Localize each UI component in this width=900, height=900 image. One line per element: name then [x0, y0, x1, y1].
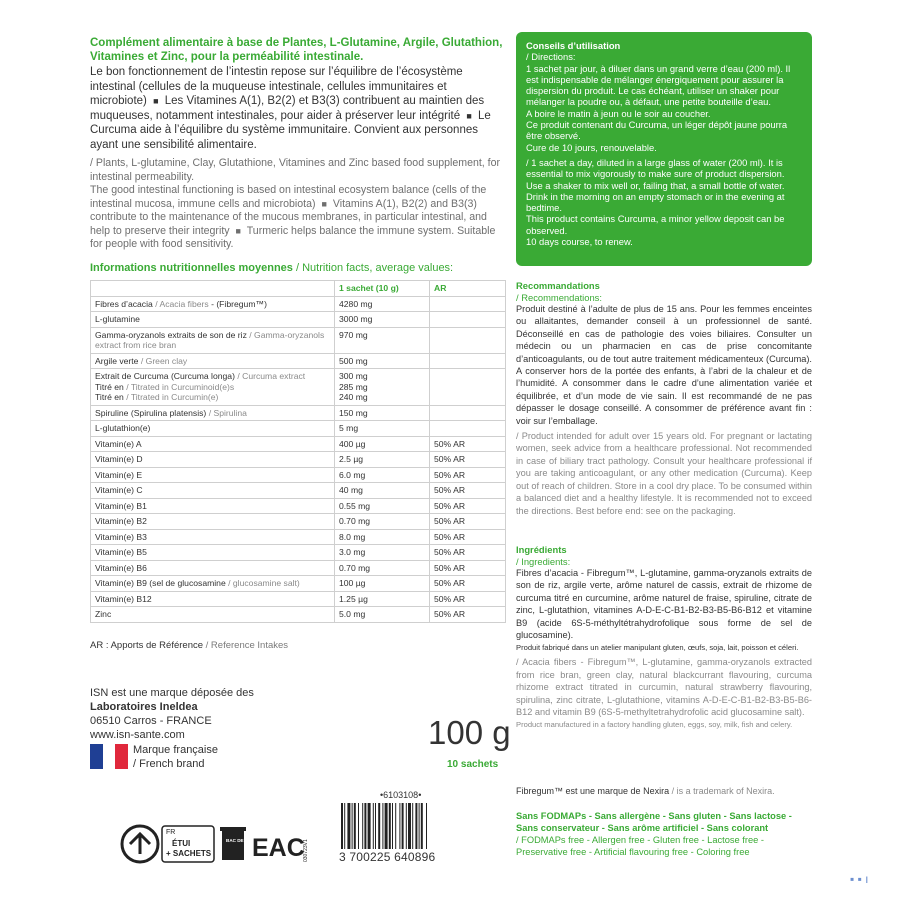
- ar-value: 50% AR: [434, 516, 466, 526]
- nutrient-name: [91, 421, 335, 437]
- dose-value: 500 mg: [339, 355, 368, 366]
- nutrient-name: [91, 529, 335, 545]
- usage-fr2: A boire le matin à jeun ou le soir au coucher.: [526, 107, 711, 119]
- intro-fr-p3: Le Curcuma aide à l’équilibre du système immunitaire. Convient aux personnes ayant une sensibilité alimentaire.: [90, 109, 491, 151]
- barcode-bar: [408, 803, 411, 849]
- barcode-bar: [402, 803, 404, 849]
- nutrient-dose: [335, 576, 430, 592]
- ar-note: [90, 640, 288, 651]
- table-header-dose: 1 sachet (10 g): [335, 281, 430, 297]
- ar-note-fr: AR : Apports de Référence: [90, 640, 204, 651]
- ar-value: 50% AR: [434, 485, 466, 495]
- barcode-bar: [341, 803, 343, 849]
- table-row: [91, 498, 506, 514]
- nutrient-en: / Curcuma extract: [237, 371, 306, 381]
- nutrient-fr: Vitamin(e) B1: [95, 500, 147, 511]
- nutrient-fr: Vitamin(e) B12: [95, 593, 152, 604]
- nutrient-fr: Vitamin(e) B2: [95, 516, 147, 526]
- nutrient-fr: Vitamin(e) B6: [95, 562, 147, 573]
- barcode-bar: [364, 803, 366, 849]
- nutrient-name: [91, 483, 335, 499]
- nutrient-dose: [335, 327, 430, 353]
- nutrient-fr: Extrait de Curcuma (Curcuma longa): [95, 371, 235, 381]
- eco-fr-label: FR: [166, 829, 176, 836]
- intro-fr: [90, 65, 505, 152]
- usage-fr4: Cure de 10 jours, renouvelable.: [526, 141, 657, 153]
- nutrient-ar: [430, 514, 506, 530]
- nutrient-fr: Vitamin(e) E: [95, 469, 143, 480]
- nutrient-name: [91, 405, 335, 421]
- nutrient-fr: Vitamin(e) B9 (sel de glucosamine: [95, 578, 226, 588]
- table-row: [91, 607, 506, 623]
- freefrom-fr2: Sans conservateur - Sans arôme artificiel - Sans colorant: [516, 823, 769, 833]
- barcode-bar: [419, 803, 420, 849]
- barcode-bar: [382, 803, 383, 849]
- nutrient-fr: Spiruline (Spirulina platensis): [95, 407, 207, 418]
- nutrient-dose: [335, 467, 430, 483]
- nutrient-name: [91, 369, 335, 406]
- ar-value: 50% AR: [434, 578, 466, 588]
- nutrient-dose: [335, 421, 430, 437]
- dose-value: 0.70 mg: [339, 516, 371, 526]
- nutrient-dose: [335, 591, 430, 607]
- barcode-bar: [378, 803, 380, 849]
- nutrient-dose: [335, 312, 430, 328]
- nutrient-fr: Zinc: [95, 609, 112, 619]
- nutrient-dose: [335, 436, 430, 452]
- usage-en1: / 1 sachet a day, diluted in a large glass of water (200 ml). It is essential to mix vigorously to make sure of product dispersion. Use a shaker to mix well or, failing that, a small bottle of water. Drink in the morning on an empty stomach or in the evening at bedtime.: [526, 156, 785, 214]
- nutrient-name: [91, 436, 335, 452]
- dose-value: 2.5 µg: [339, 454, 364, 464]
- dose-value: 6.0 mg: [339, 469, 366, 480]
- barcode-bar: [389, 803, 391, 849]
- intro-fr-p1: Le bon fonctionnement de l’intestin repose sur l’équilibre de l’écosystème intestinal (cellules de la muqueuse intestinale, cellules immunitaires et microbiote): [90, 66, 463, 107]
- ar-value: 50% AR: [434, 547, 466, 557]
- nutrient-ar: [430, 545, 506, 561]
- dose-value: 300 mg: [339, 371, 368, 381]
- product-headline: Complément alimentaire à base de Plantes, L-Glutamine, Argile, Glutathion, Vitamines et Zinc, pour la perméabilité intestinale.: [90, 37, 503, 63]
- dose-value: 3000 mg: [339, 314, 373, 324]
- nutrient-name: [91, 467, 335, 483]
- nutrient-dose: [335, 405, 430, 421]
- brand-address: 06510 Carros - FRANCE: [90, 715, 212, 727]
- table-row: [91, 421, 506, 437]
- nutrient-ar: [430, 369, 506, 406]
- eco-bin-label: BAC DE TRI: [226, 838, 253, 843]
- barcode-bar: [395, 803, 396, 849]
- free-from-block: [516, 810, 812, 858]
- nutrient-name: [91, 514, 335, 530]
- nutrient-dose: [335, 483, 430, 499]
- barcode-icon: [340, 803, 458, 849]
- flag-white: [103, 744, 116, 769]
- freefrom-fr1: Sans FODMAPs - Sans allergène - Sans gluten - Sans lactose -: [516, 811, 792, 821]
- dose-value: 5.0 mg: [339, 609, 366, 619]
- nutrient-dose: [335, 452, 430, 468]
- nutrient-fr2: Titré en: [95, 381, 124, 392]
- usage-fr3: Ce produit contenant du Curcuma, un léger dépôt jaune pourra être observé.: [526, 119, 788, 142]
- flag-blue: [90, 744, 103, 769]
- barcode-bar: [347, 803, 350, 849]
- fibregum-note: [516, 786, 812, 796]
- nutrient-fr: Vitamin(e) B5: [95, 547, 147, 557]
- fibregum-fr: Fibregum™ est une marque de Nexira: [516, 786, 670, 796]
- table-row: [91, 560, 506, 576]
- french-brand-en: / French brand: [133, 757, 205, 770]
- nutrient-en: / glucosamine salt): [228, 578, 300, 588]
- nutrient-ar: [430, 591, 506, 607]
- nutrient-fr3: Titré en: [95, 392, 124, 402]
- nutrient-dose: [335, 529, 430, 545]
- bullet-icon: ■: [466, 110, 472, 121]
- nutrient-en: / Gamma-oryzanols extract from rice bran: [95, 329, 325, 350]
- dose-value: 40 mg: [339, 485, 363, 495]
- nutrient-ar: [430, 498, 506, 514]
- reco-fr: Produit destiné à l’adulte de plus de 15 ans. Pour les femmes enceintes ou allaitantes, demander conseil à un professionnel de santé. Déconseillé en cas de pathologie des voies biliaires. Consulter un médecin ou un pharmacien en cas de prise concomitante d’anticoagulants, ou de tout autre traitement médicamenteux (Curcuma). A conserver hors de la portée des enfants, à l’abri de la chaleur et de l’humidité. A consommer dans le cadre d’une alimentation variée et équilibrée, et d’un mode de vie sain. Il est recommandé de ne pas dépasser le dosage conseillé. A consommer de préférence avant fin : voir sur l’emballage.: [516, 304, 812, 426]
- nutrient-fr: Gamma-oryzanols extraits de son de riz: [95, 329, 247, 340]
- nutrient-ar: [430, 312, 506, 328]
- nutrient-dose: [335, 607, 430, 623]
- table-header-ar: AR: [430, 281, 506, 297]
- nutrient-name: [91, 560, 335, 576]
- ar-value: 50% AR: [434, 500, 466, 511]
- nutrient-ar: [430, 353, 506, 369]
- french-brand-label: [133, 744, 218, 771]
- barcode-bar: [362, 803, 363, 849]
- table-row: [91, 576, 506, 592]
- dose-value: 970 mg: [339, 329, 368, 340]
- nutrient-fr: Fibres d’acacia: [95, 298, 153, 309]
- dose-value2: 285 mg: [339, 381, 368, 392]
- nutrient-dose: [335, 498, 430, 514]
- intro-en-p3: Turmeric helps balance the immune system. Suitable for people with food sensitivity.: [90, 224, 496, 250]
- table-row: [91, 545, 506, 561]
- ar-note-en: / Reference Intakes: [205, 640, 289, 651]
- nutrient-en3: / Titrated in Curcumin(e): [126, 392, 219, 402]
- barcode-bar: [358, 803, 359, 849]
- bullet-icon: ■: [235, 225, 241, 236]
- nutrient-dose: [335, 545, 430, 561]
- nutrient-en2: / Titrated in Curcuminoid(e)s: [126, 381, 235, 392]
- table-row: [91, 514, 506, 530]
- nutrient-en: / Spirulina: [208, 407, 247, 418]
- nutrient-dose: [335, 369, 430, 406]
- nutrient-fr: Vitamin(e) A: [95, 438, 142, 449]
- nutrient-ar: [430, 421, 506, 437]
- nutrition-title-en: / Nutrition facts, average values:: [295, 262, 454, 274]
- brand-website[interactable]: www.isn-sante.com: [90, 729, 185, 741]
- reco-subtitle: / Recommendations:: [516, 291, 602, 303]
- ingredients-fr: Fibres d’acacia - Fibregum™, L-glutamine, gamma-oryzanols extraits de son de riz, argile verte, arôme naturel de cassis, extrait de rhizome de curcuma titré en curcumine, arôme naturel de fraise, spiruline, citrate de zinc, L-glutathion, vitamines A-D-E-C-B1-B2-B3-B5-B6-B12 et vitamine B9 (acide 6S-5-méthyltétrahydrofolique sous forme de sel de glucosamine).: [516, 568, 812, 641]
- sachet-count: 10 sachets: [447, 759, 499, 770]
- nutrient-name: [91, 312, 335, 328]
- nutrient-dose: [335, 296, 430, 312]
- nutrient-ar: [430, 436, 506, 452]
- intro-en-head: / Plants, L-glutamine, Clay, Glutathione, Vitamines and Zinc based food supplement, for intestinal permeability.: [90, 157, 501, 183]
- table-row: [91, 405, 506, 421]
- dose-value: 150 mg: [339, 407, 368, 418]
- dose-value3: 240 mg: [339, 392, 368, 402]
- reco-title: Recommandations: [516, 280, 600, 291]
- nutrient-ar: [430, 327, 506, 353]
- ar-value: 50% AR: [434, 562, 466, 573]
- eco-line1: ÉTUI: [172, 839, 191, 848]
- dose-value: 100 µg: [339, 578, 366, 588]
- barcode-bar: [352, 803, 353, 849]
- usage-fr1: 1 sachet par jour, à diluer dans un grand verre d’eau (200 ml). Il est indispensable de mélanger énergiquement pour assurer la dispersion du produit. Le cas échéant, utiliser un shaker pour mélanger la poudre ou, à défaut, une petite bouteille d’eau.: [526, 62, 791, 108]
- barcode-bar: [368, 803, 371, 849]
- nutrient-ar: [430, 529, 506, 545]
- recommendations-block: [516, 280, 812, 517]
- table-row: [91, 327, 506, 353]
- allergen-fr: Produit fabriqué dans un atelier manipulant gluten, œufs, soja, lait, poisson et céleri.: [516, 643, 799, 653]
- table-row: [91, 353, 506, 369]
- nutrient-fr: Vitamin(e) C: [95, 485, 143, 495]
- intro-fr-p2: Les Vitamines A(1), B2(2) et B3(3) contribuent au maintien des muqueuses, notamment intestinales, pour aider à préserver leur intégrité: [90, 95, 485, 122]
- nutrient-name: [91, 545, 335, 561]
- eac-mark-icon: EAC: [252, 834, 305, 862]
- ar-value: 50% AR: [434, 469, 466, 480]
- nutrient-ar: [430, 405, 506, 421]
- table-row: [91, 369, 506, 406]
- ar-value: 50% AR: [434, 609, 466, 619]
- nutrient-en: / Acacia fibers: [155, 298, 209, 309]
- table-row: [91, 436, 506, 452]
- nutrient-name: [91, 296, 335, 312]
- nutrient-ar: [430, 296, 506, 312]
- barcode-bar: [344, 803, 345, 849]
- dose-value: 8.0 mg: [339, 531, 366, 542]
- nutrient-ar: [430, 607, 506, 623]
- dose-value: 5 mg: [339, 423, 359, 433]
- net-weight: 100 g: [428, 714, 511, 751]
- bullet-icon: ■: [153, 96, 159, 106]
- nutrient-fr: Vitamin(e) B3: [95, 531, 147, 542]
- nutrient-dose: [335, 353, 430, 369]
- nutrient-ar: [430, 560, 506, 576]
- barcode-bar: [375, 803, 376, 849]
- barcode-bar: [385, 803, 388, 849]
- brand-company: Laboratoires Ineldea: [90, 701, 198, 713]
- intro-en-p1: The good intestinal functioning is based on intestinal ecosystem balance (cells of the intestinal mucosa, immune cells and microbiota): [90, 184, 487, 210]
- nutrient-name: [91, 591, 335, 607]
- nutrient-ar: [430, 576, 506, 592]
- ar-value: 50% AR: [434, 454, 466, 464]
- dose-value: 3.0 mg: [339, 547, 366, 557]
- reco-en: / Product intended for adult over 15 years old. For pregnant or lactating women, seek advice from a healthcare professional. Not recommended in case of biliary tract pathology. Consult your healthcare professional if you are taking anticoagulant, or any other medication (Curcuma). Keep out of reach of children. Store in a cool dry place. To be consumed within a balanced diet and a healthy lifestyle. It is recommended not to exceed the directions. Best before end: see on the packaging.: [516, 431, 812, 516]
- nutrient-name: [91, 452, 335, 468]
- nutrient-dose: [335, 560, 430, 576]
- small-code: 030723V1: [303, 839, 309, 862]
- bullet-icon: ■: [321, 198, 327, 209]
- flag-red: [115, 744, 128, 769]
- barcode-bar: [412, 803, 413, 849]
- table-row: [91, 452, 506, 468]
- nutrient-name: [91, 327, 335, 353]
- intro-block: [90, 36, 505, 252]
- freefrom-en2: Preservative free - Artificial flavouring free - Coloring free: [516, 847, 750, 857]
- allergen-en: Product manufactured in a factory handling gluten, eggs, soy, milk, fish and celery.: [516, 720, 793, 730]
- nutrient-name: [91, 498, 335, 514]
- ar-value: 50% AR: [434, 438, 466, 449]
- barcode-bar: [354, 803, 356, 849]
- table-row: [91, 483, 506, 499]
- intro-en-p2: Vitamins A(1), B2(2) and B3(3) contribute to the maintenance of the mucous membranes, in particular intestinal, and help to preserve their integrity: [90, 197, 487, 237]
- ingredients-subtitle: / Ingredients:: [516, 555, 571, 567]
- dose-value: 1.25 µg: [339, 593, 368, 604]
- french-flag-icon: [90, 744, 128, 769]
- barcode-number: 3 700225 640896: [339, 850, 436, 864]
- ar-value: 50% AR: [434, 531, 466, 542]
- usage-title: Conseils d’utilisation: [526, 40, 621, 51]
- fibregum-en: / is a trademark of Nexira.: [671, 786, 775, 796]
- dose-value: 400 µg: [339, 438, 366, 449]
- nutrient-fr: L-glutamine: [95, 314, 140, 324]
- brand-block: [90, 686, 254, 742]
- barcode-bar: [415, 803, 417, 849]
- usage-box: [516, 32, 812, 266]
- french-brand-fr: Marque française: [133, 744, 218, 756]
- barcode-bar: [392, 803, 393, 849]
- usage-en3: 10 days course, to renew.: [526, 236, 633, 248]
- nutrition-title-fr: Informations nutritionnelles moyennes: [90, 262, 293, 274]
- nutrient-en: / Green clay: [140, 355, 188, 366]
- brand-line1: ISN est une marque déposée des: [90, 687, 254, 699]
- table-row: [91, 591, 506, 607]
- barcode-bar: [426, 803, 427, 849]
- nutrient-name: [91, 353, 335, 369]
- dose-value: 4280 mg: [339, 298, 373, 309]
- decorative-dots-icon: ▪ ▪ ı: [850, 872, 869, 886]
- barcode-bar: [406, 803, 407, 849]
- triman-icon: [122, 826, 158, 862]
- nutrient-name: [91, 607, 335, 623]
- freefrom-en1: / FODMAPs free - Allergen free - Gluten free - Lactose free -: [516, 835, 765, 845]
- nutrient-dose: [335, 514, 430, 530]
- lot-code: •6103108•: [380, 790, 422, 800]
- table-header-nutrient: [91, 281, 335, 297]
- usage-subtitle: / Directions:: [526, 51, 576, 63]
- table-row: [91, 529, 506, 545]
- barcode-bar: [373, 803, 374, 849]
- ingredients-block: [516, 544, 812, 730]
- intro-en: [90, 157, 505, 252]
- nutrient-fr: Vitamin(e) D: [95, 454, 143, 464]
- dose-value: 0.55 mg: [339, 500, 371, 511]
- barcode-bar: [421, 803, 423, 849]
- table-header-row: [91, 281, 506, 297]
- nutrient-extra: - (Fibregum™): [208, 298, 267, 309]
- recycling-icons: [118, 822, 313, 871]
- table-row: [91, 296, 506, 312]
- nutrient-ar: [430, 452, 506, 468]
- usage-en2: This product contains Curcuma, a minor yellow deposit can be observed.: [526, 213, 785, 236]
- nutrient-ar: [430, 483, 506, 499]
- ingredients-en: / Acacia fibers - Fibregum™, L-glutamine, gamma-oryzanols extracted from rice bran, green clay, natural blackcurrant flavouring, curcuma rhizome extract titrated in curcumin, natural strawberry flavouring, spirulina, zinc citrate, L-glutathione, vitamins A-D-E-C-B1-B2-B3-B5-B6-B12 and vitamin B9 (6S-5-methyltetrahydrofolic acid glucosamine salt).: [516, 657, 812, 718]
- nutrition-table: [90, 280, 506, 623]
- nutrient-ar: [430, 467, 506, 483]
- nutrition-title: [90, 262, 510, 274]
- nutrient-fr: L-glutathion(e): [95, 423, 151, 433]
- eco-line2: + SACHETS: [166, 849, 212, 858]
- nutrient-fr: Argile verte: [95, 355, 139, 366]
- ar-value: 50% AR: [434, 593, 466, 604]
- recycling-icons-svg: [118, 822, 313, 866]
- sorting-bin-icon: [220, 827, 246, 860]
- table-row: [91, 467, 506, 483]
- ingredients-title: Ingrédients: [516, 544, 567, 555]
- table-row: [91, 312, 506, 328]
- nutrient-name: [91, 576, 335, 592]
- dose-value: 0.70 mg: [339, 562, 371, 573]
- barcode-bar: [399, 803, 400, 849]
